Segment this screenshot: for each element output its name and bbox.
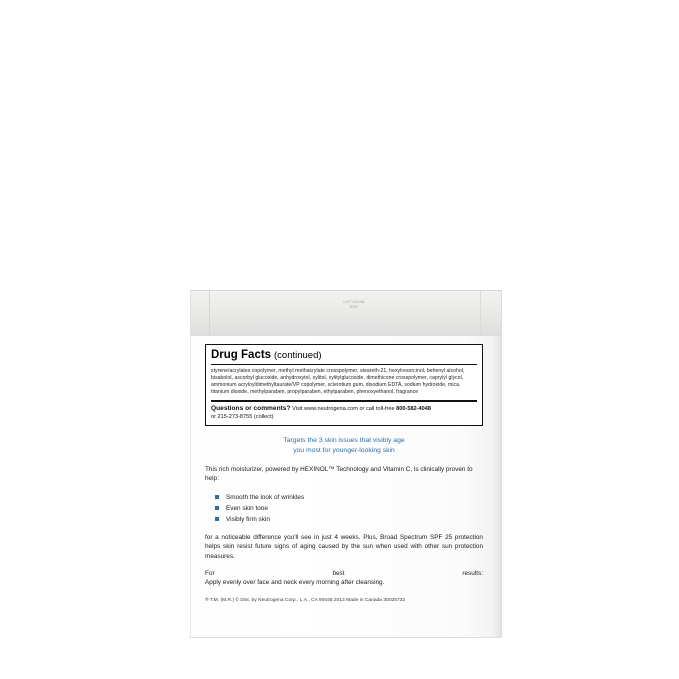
bullet-square-icon xyxy=(215,495,219,499)
claim-line-1: Targets the 3 skin issues that visibly age xyxy=(283,436,405,444)
drug-facts-divider-bottom xyxy=(211,400,477,401)
directions-block xyxy=(205,569,483,588)
questions-block xyxy=(211,405,477,421)
phone-secondary: or 215-273-8755 (collect) xyxy=(211,413,274,420)
carton-top-face xyxy=(190,290,502,336)
carton-front-face xyxy=(190,336,502,638)
inactive-ingredients-text: styrene/acrylates copolymer, methyl methacrylate crosspolymer, steareth-21, hexylresorcinol, behenyl alcohol, bisabolol, ascorbyl glucoside, anhydroxytol, xylitol, xylitylglucoside, dimethicone crosspolymer, caprylyl glycol, ammonium acryloyldimethyltaurate/VP copolymer, sclerotium gum, disodium EDTA, sodium hydroxide, mica, titanium dioxide, methylparaben, propylparaben, ethylparaben, phenoxyethanol, fragrance xyxy=(211,368,465,396)
drug-facts-title-suffix: (continued) xyxy=(274,350,322,361)
intro-paragraph: This rich moisturizer, powered by HEXINOL™ Technology and Vitamin C, is clinically proven to help: xyxy=(205,465,473,483)
benefit-paragraph: for a noticeable difference you'll see in just 4 weeks. Plus, Broad Spectrum SPF 25 protection helps skin resist future signs of aging caused by the sun when used with other sun protection measures. xyxy=(205,533,483,560)
claim-line-2: you most for younger-looking skin xyxy=(293,446,395,454)
back-panel-content xyxy=(205,344,483,604)
claim-block xyxy=(205,436,483,456)
directions-text: Apply evenly over face and neck every morning after cleansing. xyxy=(205,579,385,587)
drug-facts-box xyxy=(205,344,483,426)
drug-facts-title xyxy=(211,349,477,361)
bullet-label: Smooth the look of wrinkles xyxy=(226,493,305,501)
drug-facts-divider-top xyxy=(211,364,477,365)
bullet-square-icon xyxy=(215,517,219,521)
questions-text: Visit www.neutrogena.com or call toll-free xyxy=(292,405,395,412)
carton-top-seam-left xyxy=(209,291,210,337)
directions-word-results: results: xyxy=(462,569,483,577)
product-carton xyxy=(190,290,502,638)
list-item xyxy=(215,514,483,525)
bullet-label: Even skin tone xyxy=(226,504,268,512)
drug-facts-title-main: Drug Facts xyxy=(211,349,272,361)
bullet-label: Visibly firm skin xyxy=(226,515,270,523)
list-item xyxy=(215,492,483,503)
directions-word-best: best xyxy=(332,569,345,577)
directions-heading xyxy=(205,569,483,579)
legal-line: ® T.M. (M.R.) © Dist. by Neutrogena Corp., L.A., CA 90045 2013 Made in Canada 30025732 xyxy=(205,598,406,604)
carton-top-seam-right xyxy=(480,291,481,337)
bullet-square-icon xyxy=(215,506,219,510)
phone-primary: 800-582-4048 xyxy=(396,405,431,412)
list-item xyxy=(215,503,483,514)
carton-top-lot-code: LOT 0214A EXP xyxy=(343,299,365,309)
benefit-bullet-list xyxy=(205,492,483,525)
questions-label: Questions or comments? xyxy=(211,404,291,412)
directions-word-for: For xyxy=(205,569,215,577)
